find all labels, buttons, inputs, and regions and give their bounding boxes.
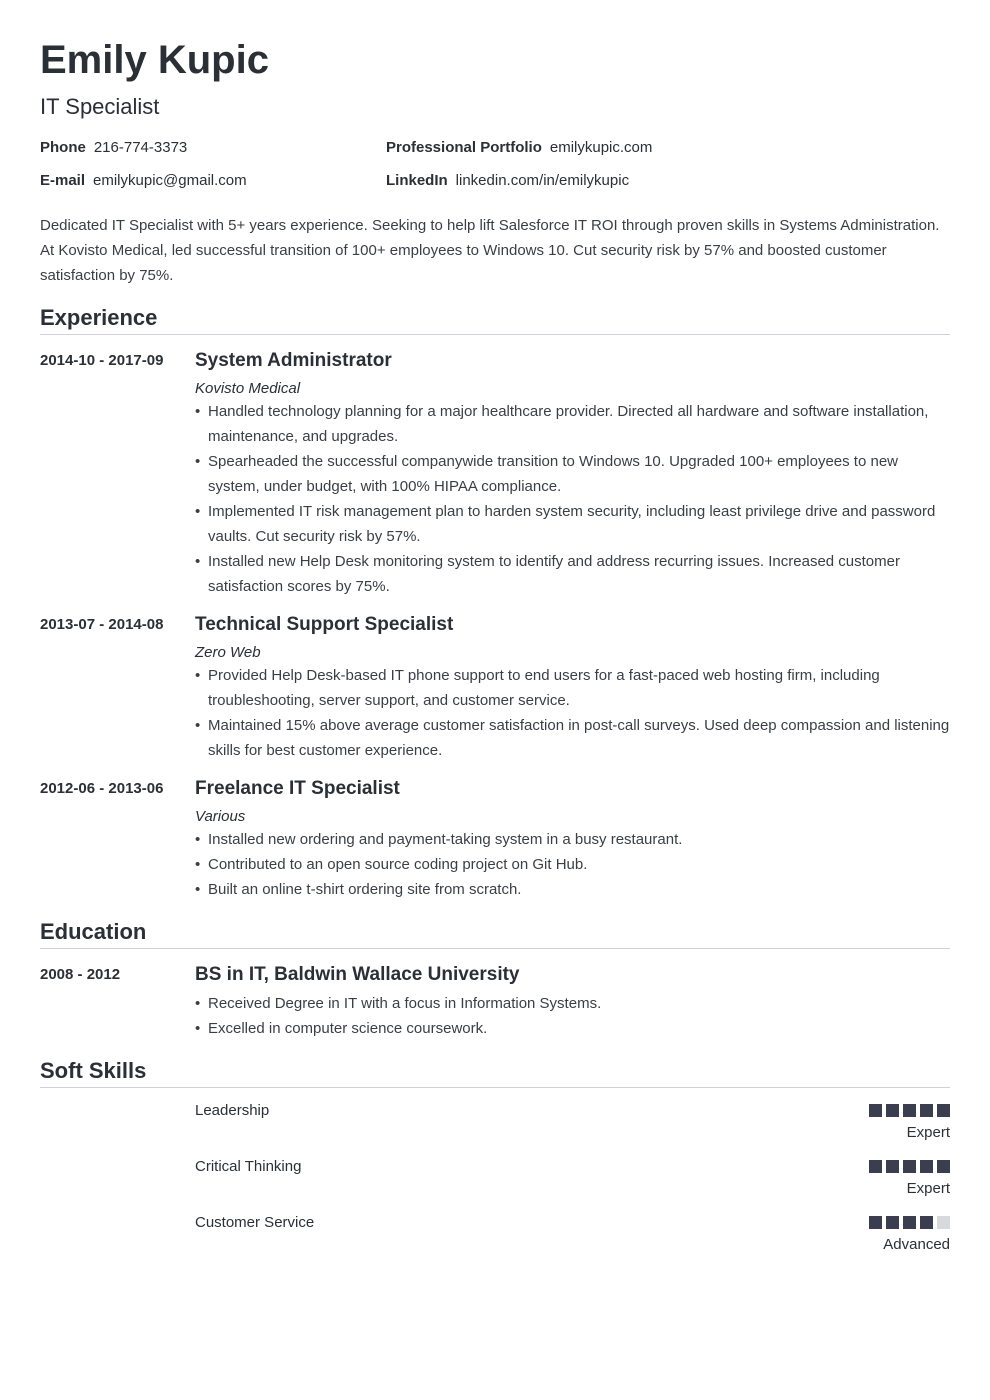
rating-dot-filled <box>886 1104 899 1117</box>
bullet-item: • Contributed to an open source coding project on Git Hub. <box>195 852 950 877</box>
rating-dot-filled <box>869 1216 882 1229</box>
bullet-item: • Maintained 15% above average customer satisfaction in post-call surveys. Used deep compassion and listening skills for best customer experience. <box>195 713 950 763</box>
skill-row <box>195 1094 950 1150</box>
entry-dates: 2008 - 2012 <box>40 966 121 983</box>
skill-name: Leadership <box>195 1102 270 1119</box>
bullet-item: • Built an online t-shirt ordering site from scratch. <box>195 877 950 902</box>
contact-label: Phone <box>40 139 86 156</box>
degree-title: BS in IT, Baldwin Wallace University <box>195 964 520 985</box>
job-role: Technical Support Specialist <box>195 614 454 635</box>
job-role: System Administrator <box>195 350 392 371</box>
rating-dot-filled <box>920 1104 933 1117</box>
candidate-title: IT Specialist <box>40 94 160 119</box>
bullet-item: • Provided Help Desk-based IT phone support to end users for a fast-paced web hosting firm, including troubleshooting, server support, and customer service. <box>195 663 950 713</box>
skill-row <box>195 1150 950 1206</box>
contact-linkedin <box>386 171 950 190</box>
rating-dots <box>750 1160 950 1173</box>
rating-dot-filled <box>869 1104 882 1117</box>
rating-dot-filled <box>886 1160 899 1173</box>
skill-level: Expert <box>906 1124 950 1141</box>
contact-phone <box>40 138 386 157</box>
job-bullets <box>195 399 950 599</box>
entry-dates: 2013-07 - 2014-08 <box>40 616 164 633</box>
bullet-item: • Installed new Help Desk monitoring system to identify and address recurring issues. Increased customer satisfaction scores by 75%. <box>195 549 950 599</box>
contact-label: LinkedIn <box>386 172 448 189</box>
experience-entry <box>40 349 950 599</box>
contact-label: E-mail <box>40 172 86 189</box>
contact-value: emilykupic@gmail.com <box>93 172 247 189</box>
skills-list <box>40 1094 950 1262</box>
professional-summary: Dedicated IT Specialist with 5+ years experience. Seeking to help lift Salesforce IT ROI through proven skills in Systems Administration. At Kovisto Medical, led successful transition of 100+ employees to Windows 10. Cut security risk by 57% and boosted customer satisfaction by 75%. <box>40 217 940 284</box>
skill-level: Advanced <box>883 1236 950 1253</box>
skill-level: Expert <box>906 1180 950 1197</box>
rating-dots <box>750 1216 950 1229</box>
section-heading-soft-skills: Soft Skills <box>40 1057 950 1088</box>
skill-row <box>195 1206 950 1262</box>
contact-value: linkedin.com/in/emilykupic <box>455 172 630 189</box>
rating-dot-filled <box>869 1160 882 1173</box>
rating-dot-filled <box>903 1160 916 1173</box>
contact-value: 216-774-3373 <box>93 139 188 156</box>
rating-dot-filled <box>920 1216 933 1229</box>
bullet-item: • Spearheaded the successful companywide transition to Windows 10. Upgraded 100+ employees to new system, under budget, with 100% HIPAA compliance. <box>195 449 950 499</box>
section-heading-education: Education <box>40 918 950 949</box>
job-role: Freelance IT Specialist <box>195 778 400 799</box>
rating-dot-empty <box>937 1216 950 1229</box>
job-organization: Zero Web <box>195 644 261 661</box>
rating-dot-filled <box>903 1104 916 1117</box>
contact-value: emilykupic.com <box>549 139 653 156</box>
job-organization: Various <box>195 808 246 825</box>
rating-dot-filled <box>937 1104 950 1117</box>
skill-name: Critical Thinking <box>195 1158 302 1175</box>
section-heading-experience: Experience <box>40 304 950 335</box>
job-bullets <box>195 663 950 763</box>
experience-entry <box>40 613 950 763</box>
skill-rating <box>750 1206 950 1262</box>
experience-entry <box>40 777 950 902</box>
candidate-name: Emily Kupic <box>40 38 269 82</box>
skill-rating <box>750 1094 950 1150</box>
skill-name: Customer Service <box>195 1214 315 1231</box>
bullet-item: • Excelled in computer science coursework. <box>195 1016 950 1041</box>
education-bullets <box>195 991 950 1041</box>
rating-dot-filled <box>920 1160 933 1173</box>
contact-label: Professional Portfolio <box>386 139 542 156</box>
bullet-item: • Handled technology planning for a major healthcare provider. Directed all hardware and software installation, maintenance, and upgrades. <box>195 399 950 449</box>
bullet-item: • Received Degree in IT with a focus in Information Systems. <box>195 991 950 1016</box>
job-bullets <box>195 827 950 902</box>
skill-rating <box>750 1150 950 1206</box>
rating-dots <box>750 1104 950 1117</box>
entry-dates: 2014-10 - 2017-09 <box>40 352 164 369</box>
rating-dot-filled <box>886 1216 899 1229</box>
bullet-item: • Installed new ordering and payment-taking system in a busy restaurant. <box>195 827 950 852</box>
job-organization: Kovisto Medical <box>195 380 301 397</box>
bullet-item: • Implemented IT risk management plan to harden system security, including least privilege drive and password vaults. Cut security risk by 57%. <box>195 499 950 549</box>
rating-dot-filled <box>903 1216 916 1229</box>
contact-portfolio <box>386 138 950 157</box>
contact-email <box>40 171 386 190</box>
education-entry <box>40 963 950 1041</box>
entry-dates: 2012-06 - 2013-06 <box>40 780 164 797</box>
rating-dot-filled <box>937 1160 950 1173</box>
contact-info <box>40 138 950 190</box>
